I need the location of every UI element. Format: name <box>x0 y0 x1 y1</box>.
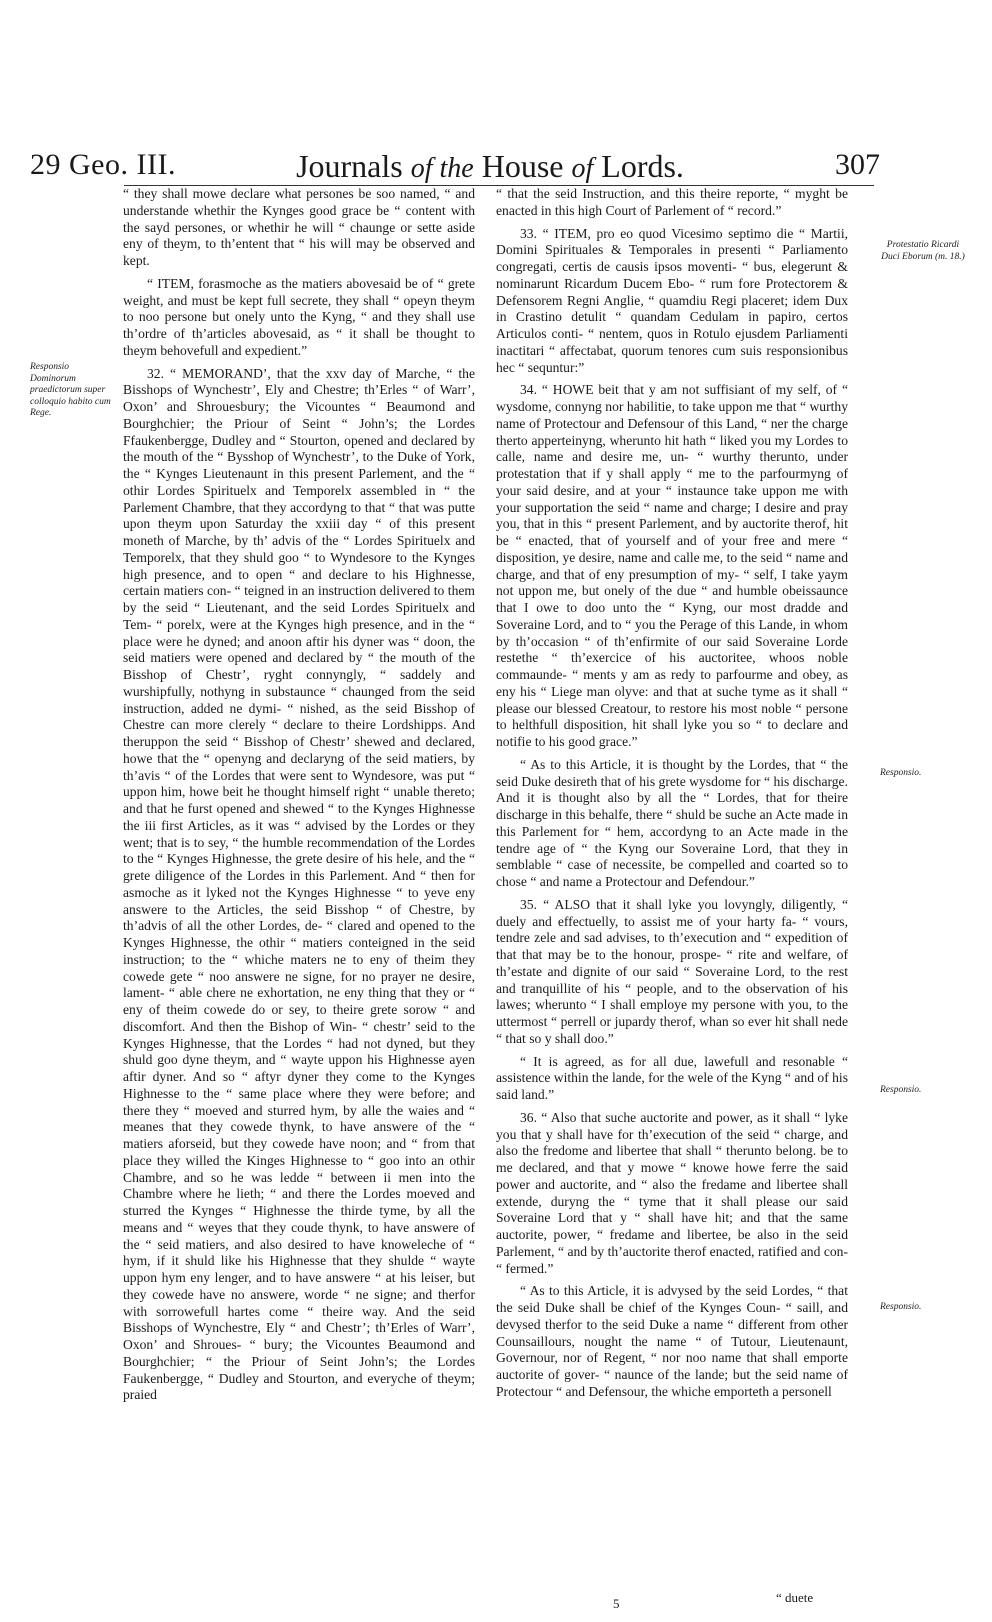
margin-note-responsio-1: Responsio. <box>880 768 922 778</box>
paragraph: “ It is agreed, as for all due, lawefull and resonable “ assistence within the lande, for the wele of the Kyng “ and of his said land.” <box>496 1053 848 1102</box>
page-number: 307 <box>835 148 880 181</box>
paragraph: “ ITEM, forasmoche as the matiers abovesaid be of “ grete weight, and must be kept full secrete, they shall “ opeyn theym to noo persone but onely unto the Kyng, “ and they shall use th’ordre of th’articles abovesaid, as “ it shall be thought to theym behovefull and expedient.” <box>123 275 475 358</box>
paragraph: “ As to this Article, it is advysed by the seid Lordes, “ that the seid Duke shall be chief of the Kynges Coun- “ saill, and devysed therfor to the seid Duke a name “ different from other Counsaillours, nought the name “ of Tutour, Lieutenaunt, Governour, nor of Regent, “ nor noo name that shall emporte auctorite of gover- “ naunce of the lande; but the seid name of Protectour “ and Defensour, the whiche emporteth a personell <box>496 1283 848 1399</box>
paragraph: 36. “ Also that suche auctorite and power, as it shall “ lyke you that y shall have for th’execution of the seid “ charge, and also the fredome and libertee that shall “ therunto belong. be to me declared, and that y mowe “ knowe howe ferre the said power and auctorite, and “ also the fredame and libertee shall extende, duryng the “ tyme that it shall please our said Soveraine Lord that y “ shall have hit; and that the same auctorite, power, “ fredame and libertee, be also in the seid Parlement, “ and by th’auctorite therof enacted, ratified and con- “ fermed.” <box>496 1109 848 1276</box>
left-column <box>123 186 475 1586</box>
paragraph: “ they shall mowe declare what persones be soo named, “ and understande whethir the Kynges good grace be “ content with the sayd persones, or whethir he will “ chaunge or sette aside eny of theym, to th’entent that “ his will may be observed and kept. <box>123 186 475 268</box>
paragraph: 34. “ HOWE beit that y am not suffisiant of my self, of “ wysdome, connyng nor habilitie, to take uppon me that “ wurthy name of Protectour and Defensour of this Land, “ ner the charge therto apperteinyng, wherunto hit hath “ liked you my Lordes to calle, name and desire me, un- “ wurthy therunto, under protestation that if y shall apply “ me to the parfourmyng of your said desire, and at your “ instaunce take uppon me with your supportation the seid “ name and charge; I desire and pray you, that in this “ present Parlement, and by auctorite therof, hit be “ enacted, that of yourself and of your free and mere “ disposition, ye desire, name and calle me, to the seid “ name and charge, and that of eny presumption of my- “ self, I take yaym not uppon me, but onely of the due “ and humble obeissaunce that I owe to doo unto the “ Kyng, our most dradde and Soveraine Lord, and to “ you the Perage of this Lande, in whom by th’occasion “ of th’enfirmite of our said Soveraine Lorde restethe “ th’exercice of his auctoritee, whoos noble commaunde- “ ments y am as redy to parfourme and obey, as eny his “ Liege man olyve: and that at suche tyme as it shall “ please our blessed Creatour, to restore his most noble “ persone to helthfull disposition, hit shall lyke you so “ to declare and notifie to his good grace.” <box>496 382 848 749</box>
regnal-year-header: 29 Geo. III. <box>30 148 176 181</box>
paragraph: “ that the seid Instruction, and this theire reporte, “ myght be enacted in this high Court of Parlement of “ record.” <box>496 186 848 218</box>
title-lords: Lords. <box>601 148 684 184</box>
paragraph: 32. “ MEMORAND’, that the xxv day of Marche, “ the Bisshops of Wynchestr’, Ely and Chestre; th’Erles “ of Warr’, Oxon’ and Shrouesbury; the Vicountes “ Beaumond and Bourghchier; the Priour of Seint “ John’s; the Lordes Ffaukenbergge, Dudley and “ Stourton, opened and declared by the mouth of the “ Bysshop of Wynchestr’, to the Duke of York, the “ Kynges Lieutenaunt in this present Parlement, and the “ othir Lordes Spirituelx and Temporelx assembled in “ the Parlement Chambre, that they accordyng to that “ that was putte upon theym upon Saturday the xxiii day “ of this present moneth of Marche, by th’ advis of the “ Lordes Spirituelx and Temporelx, that they shuld goo “ to Wyndesore to the Kynges high presence, and to open “ and declare to his Highnesse, certain matiers con- “ teigned in an instruction delivered to them by the seid “ Lieutenant, and the seid Lordes Spirituelx and Tem- “ porelx, were at the Kynges high presence, and in the “ place were he dyned; and anoon aftir his dyner was “ doon, the seid matiers were opened and declared by “ the mouth of the Bisshop of Chestr’, ryght connyngly, “ saddely and wurshipfully, nothyng in substaunce “ chaunged from the seid instruction, added ne dymi- “ nished, as the seid Bisshop of Chestre can more clerely “ declare to theire Lordshipps. And theruppon the seid “ Bisshop of Chestr’ shewed and declared, howe that the “ openyng and declaryng of the seid matiers, by th’avis “ of the Lordes that were sent to Wyndesore, was put “ uppon him, howe beit he thought himself right “ unable thereto; and that he furst opened and shewed “ to the Kynges Highnesse the iii first Articles, as it was “ advised by the Lordes or they went; that is to sey, “ the humble recommendation of the Lordes to the “ Kynges Highnesse, the grete desire of his hele, and the “ grete diligence of the Lordes in this Parlement. And “ then for asmoche as it lyked not the Kynges Highnesse “ to yeve eny answere to the Articles, the seid Bisshop “ of Chestre, by th’advis of all the other Lordes, de- “ clared and opened to the Kynges Highnesse, the othir “ matiers conteigned in the seid instruction; to the “ whiche maters ne to eny of theim they cowede gete “ noo answere ne signe, for no prayer ne desire, lament- “ able chere ne exhortation, ne eny thing that they or “ eny of theim cowede do or sey, to theire grete sorow “ and discomfort. And then the Bishop of Win- “ chestr’ seid to the Kynges Highnesse, that the Lordes “ had not dyned, but they shuld goo dyne theym, and “ wayte uppon his Highnesse ayen aftir dyner. And so “ aftyr dyner they come to the Kynges Highnesse to the “ same place where they were before; and there they “ moeved and sturred hym, by alle the waies and “ meanes that they cowede thynk, to have answere of the “ matiers aforseid, but they cowede have noon; and “ from that place they willed the Kinges Highnesse to “ goo into an othir Chambre, and so he was ledde “ between ii men into the Chambre where he lieth; “ and there the Lordes moeved and sturred the Kynges “ Highnesse the thirde tyme, by all the means and “ weyes that they coude thynk, to have answere of the “ seid matiers, and also desired to have knoweleche of “ hym, if it shuld like his Highnesse that they shulde “ wayte uppon hym eny lenger, and to have answere “ at his leiser, but they cowede have no answere, worde “ ne signe; and therfor with sorrowefull hartes come “ theire way. And the seid Bisshops of Wynchestre, Ely “ and Chestr’; th’Erles of Warr’, Oxon’ and Shroues- “ bury; the Vicountes Beaumond and Bourghchier; “ the Priour of Seint John’s; the Lordes Faukenbergge, “ Dudley and Stourton, and everyche of theym; praied <box>123 365 475 1403</box>
title-house: House <box>481 148 564 184</box>
margin-note-responsio-dominorum: Responsio Dominorum praedictorum super colloquio habito cum Rege. <box>30 362 111 418</box>
paragraph: 35. “ ALSO that it shall lyke you lovyngly, diligently, “ duely and effectuelly, to assist me of your harty fa- “ vours, tendre zele and sad advises, to th’execution and “ expedition of that that may be to the honour, prospe- “ rite and welfare, of th’estate and dignite of our said “ Soveraine Lord, to the rest and tranquillite of his “ people, and to the observation of his lawes; wherunto “ I shall employe my persone with you, to the uttermost “ perrell or jupardy therof, whan so ever hit shall nede “ that so y shall doo.” <box>496 896 848 1046</box>
margin-note-protestatio: Protestatio Ricardi Duci Eborum (m. 18.) <box>881 240 965 262</box>
title-journals: Journals <box>296 148 403 184</box>
journal-title <box>270 148 710 185</box>
margin-note-responsio-3: Responsio. <box>880 1302 922 1312</box>
paragraph: 33. “ ITEM, pro eo quod Vicesimo septimo die “ Martii, Domini Spirituales & Temporales in presenti “ Parliamento congregati, certis de causis ipsos moventi- “ bus, elegerunt & nominarunt Ricardum Ducem Ebo- “ rum fore Protectorem & Defensorem Regni Anglie, “ quamdiu Regi placeret; idem Dux in Crastino detulit “ quandam Cedulam in papiro, certos Articulos conti- “ nentem, quos in Rotulo ejusdem Parliamenti inactitari “ affectabat, quorum tenores cum suis responsionibus hec “ sequntur:” <box>496 225 848 375</box>
signature-mark: 5 <box>613 1596 620 1611</box>
paragraph: “ As to this Article, it is thought by the Lordes, that “ the seid Duke desireth that of his grete wysdome for “ his discharge. And it is thought also by all the “ Lordes, that for theire discharge in this behalfe, there “ shuld be suche an Acte made in this Parlement for “ hem, accordyng to an Acte made in the tendre age of “ the Kyng our Soveraine Lord, that they in semblable “ case of necessite, be compelled and coarted so to chose “ and name a Protectour and Defendour.” <box>496 756 848 889</box>
title-of-the: of the <box>410 153 474 184</box>
right-column <box>496 186 848 1586</box>
title-of: of <box>571 153 594 184</box>
catchword: “ duete <box>776 1590 814 1605</box>
margin-note-responsio-2: Responsio. <box>880 1085 922 1095</box>
